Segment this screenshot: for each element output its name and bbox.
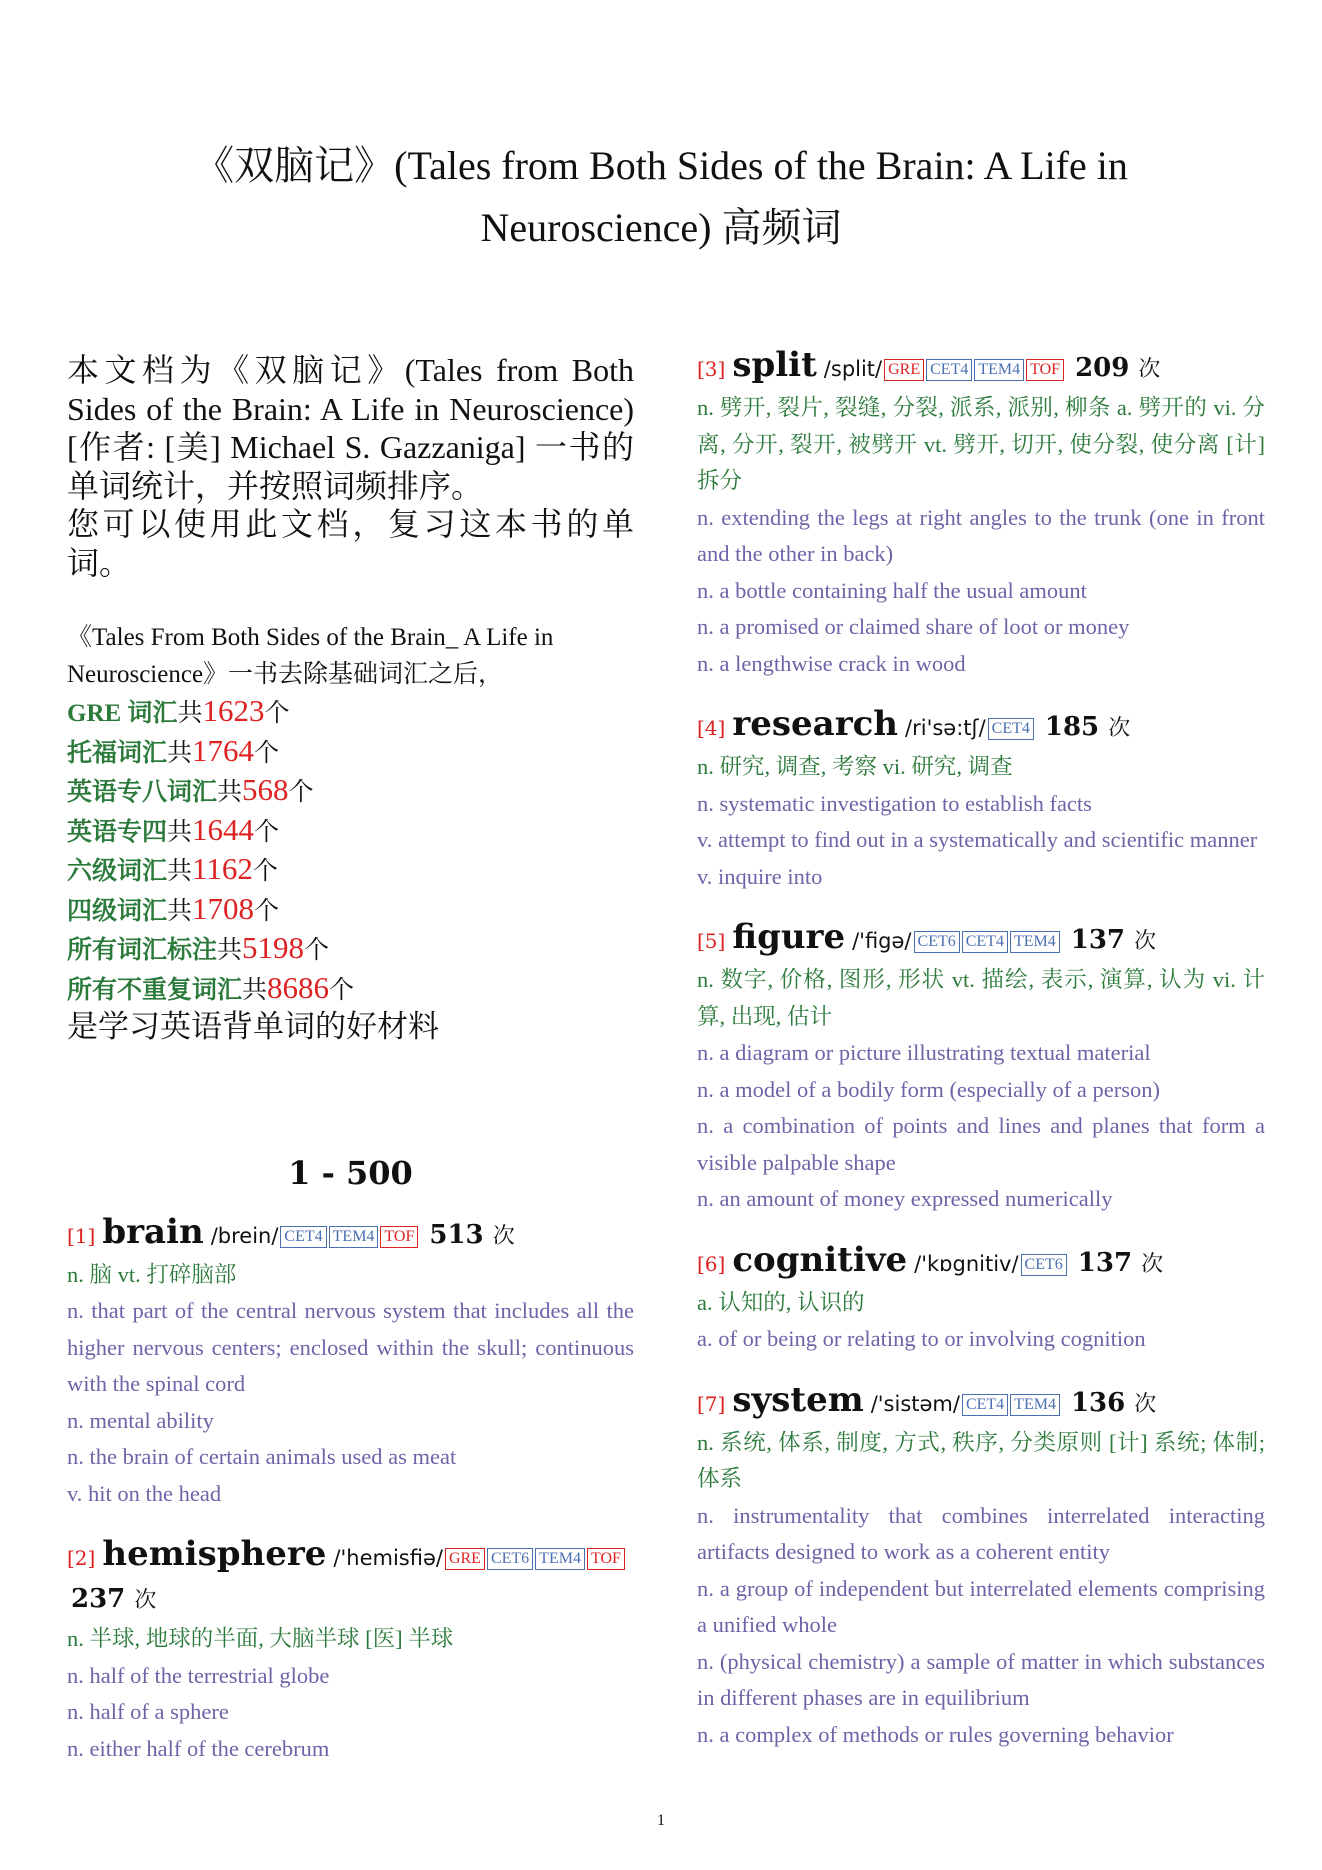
- stat-unit: 个: [254, 818, 280, 846]
- stat-label: 所有不重复词汇: [67, 976, 243, 1004]
- stats-lead: 《Tales From Both Sides of the Brain_ A Life in Neuroscience》一书去除基础词汇之后，: [67, 624, 554, 688]
- word-entry: [67, 1212, 634, 1513]
- entry-index: [5]: [697, 929, 726, 953]
- phonetic: /ri'sə:tʃ/: [905, 716, 986, 740]
- english-definition: n. a group of independent but interrelated elements comprising a unified whole: [697, 1575, 1265, 1637]
- english-definition: n. an amount of money expressed numerically: [697, 1186, 1113, 1211]
- headword: figure: [732, 917, 846, 957]
- stat-unit: 个: [254, 897, 280, 925]
- entry-index: [7]: [697, 1391, 726, 1416]
- intro-text: [67, 351, 634, 582]
- entry-index: [4]: [697, 716, 726, 740]
- stat-row: [67, 970, 634, 1010]
- exam-tag: CET6: [1021, 1254, 1067, 1276]
- stat-count: 5198: [242, 930, 305, 965]
- headword: hemisphere: [102, 1534, 327, 1574]
- exam-tag: TEM4: [329, 1226, 379, 1248]
- exam-tag: TOF: [587, 1548, 625, 1570]
- chinese-definition: n. 数字, 价格, 图形, 形状 vt. 描绘, 表示, 演算, 认为 vi. 计算, 出现, 估计: [697, 967, 1265, 1029]
- frequency: [1045, 712, 1130, 742]
- phonetic: /'sistəm/: [870, 1391, 960, 1416]
- exam-tag: CET6: [487, 1548, 533, 1570]
- phonetic: /'hemisfiə/: [333, 1546, 443, 1570]
- stat-count: 568: [242, 772, 289, 807]
- english-definition: n. systematic investigation to establish facts: [697, 790, 1092, 816]
- stat-count: 1644: [192, 811, 255, 847]
- entry-header: [697, 704, 1265, 749]
- stat-row: [67, 930, 634, 970]
- stat-mid: 共: [167, 739, 193, 767]
- range-heading: 1 - 500: [288, 1153, 413, 1192]
- frequency: [1071, 925, 1156, 955]
- stat-count: 1623: [202, 693, 265, 728]
- stat-mid: 共: [177, 700, 203, 727]
- stat-unit: 个: [288, 779, 314, 806]
- stat-label: GRE 词汇: [67, 700, 178, 727]
- right-column: [697, 345, 1265, 1775]
- stat-unit: 个: [329, 976, 355, 1004]
- chinese-definition: n. 系统, 体系, 制度, 方式, 秩序, 分类原则 [计] 系统; 体制; 体系: [697, 1429, 1265, 1491]
- frequency-count: 137: [1077, 1247, 1133, 1278]
- exam-tag: CET4: [926, 359, 972, 381]
- intro-paragraph-1: 本文档为《双脑记》(Tales from Both Sides of the Brain: A Life in Neuroscience)[作者: [美] Michael S. Gazzaniga] 一书的单词统计，并按照词频排序。: [67, 352, 634, 504]
- stat-label: 所有词汇标注: [67, 937, 218, 964]
- headword: cognitive: [732, 1239, 908, 1280]
- frequency-unit: 次: [492, 1223, 515, 1249]
- exam-tag: TEM4: [1010, 931, 1060, 953]
- entry-header: [697, 345, 1265, 390]
- frequency-count: 237: [71, 1584, 126, 1614]
- stat-mid: 共: [217, 937, 243, 964]
- frequency-count: 513: [429, 1219, 484, 1250]
- frequency: [1078, 1248, 1163, 1278]
- english-definition: n. either half of the cerebrum: [67, 1735, 330, 1761]
- entry-header: [697, 1380, 1265, 1425]
- frequency-unit: 次: [134, 1588, 157, 1613]
- stat-row: [67, 812, 634, 852]
- entry-header: [67, 1212, 634, 1257]
- stat-unit: 个: [254, 739, 280, 767]
- entry-index: [3]: [697, 357, 726, 381]
- english-definition: n. a model of a bodily form (especially of a person): [697, 1076, 1160, 1102]
- english-definition: n. extending the legs at right angles to the trunk (one in front and the other in back): [697, 504, 1265, 566]
- stat-label: 英语专八词汇: [67, 779, 218, 806]
- headword: split: [732, 345, 817, 385]
- document-title: 《双脑记》(Tales from Both Sides of the Brain: A Life in Neuroscience) 高频词: [194, 143, 1128, 250]
- chinese-definition: n. 半球, 地球的半面, 大脑半球 [医] 半球: [67, 1626, 454, 1651]
- chinese-definition: n. 劈开, 裂片, 裂缝, 分裂, 派系, 派别, 柳条 a. 劈开的 vi. 分离, 分开, 裂开, 被劈开 vt. 劈开, 切开, 使分裂, 使分离 [计] 拆分: [697, 395, 1265, 493]
- frequency: [71, 1584, 156, 1614]
- stat-count: 8686: [267, 969, 330, 1005]
- frequency: [1075, 353, 1160, 383]
- exam-tag: GRE: [884, 359, 924, 381]
- english-definition: n. instrumentality that combines interrelated interacting artifacts designed to work as a coherent entity: [697, 1502, 1265, 1564]
- stat-mid: 共: [217, 779, 243, 806]
- stat-unit: 个: [252, 858, 278, 885]
- word-entry: [697, 345, 1265, 682]
- word-entry: [697, 1240, 1265, 1358]
- headword: brain: [102, 1211, 204, 1252]
- stat-mid: 共: [167, 858, 193, 885]
- english-definition: n. that part of the central nervous system that includes all the higher nervous centers; enclosed within the skull; continuous with the spinal cord: [67, 1298, 634, 1396]
- word-entry: [697, 917, 1265, 1218]
- english-definition: n. (physical chemistry) a sample of matter in which substances in different phases are in equilibrium: [697, 1648, 1265, 1710]
- word-entry: [697, 1380, 1265, 1754]
- frequency-unit: 次: [1138, 357, 1161, 382]
- exam-tag: TEM4: [974, 359, 1024, 381]
- stats-closing: 是学习英语背单词的好材料: [67, 1009, 439, 1044]
- word-entry: [67, 1534, 634, 1767]
- english-definition: n. a diagram or picture illustrating textual material: [697, 1040, 1151, 1065]
- stat-mid: 共: [242, 976, 268, 1004]
- frequency-count: 185: [1044, 712, 1100, 742]
- stat-label: 托福词汇: [67, 739, 168, 767]
- frequency-count: 137: [1070, 925, 1126, 955]
- entry-header: [67, 1534, 634, 1621]
- stat-row: [67, 772, 634, 812]
- left-column: [67, 345, 634, 1789]
- page-number: 1: [657, 1812, 665, 1829]
- exam-tag: CET6: [914, 931, 960, 953]
- entry-header: [697, 1240, 1265, 1285]
- frequency-count: 209: [1075, 353, 1130, 383]
- vocab-stats: [67, 620, 634, 1046]
- english-definition: n. half of a sphere: [67, 1699, 229, 1724]
- english-definition: a. of or being or relating to or involving cognition: [697, 1326, 1146, 1351]
- exam-tag: CET4: [962, 1394, 1008, 1416]
- right-entries: [697, 345, 1265, 1753]
- entry-index: [6]: [697, 1251, 726, 1276]
- phonetic: /split/: [823, 357, 883, 381]
- entry-index: [1]: [67, 1223, 96, 1248]
- english-definition: n. a bottle containing half the usual amount: [697, 577, 1087, 603]
- english-definition: v. hit on the head: [67, 1480, 222, 1506]
- entry-header: [697, 917, 1265, 962]
- stat-mid: 共: [167, 818, 193, 846]
- headword: research: [732, 704, 899, 744]
- stat-count: 1162: [192, 851, 253, 886]
- phonetic: /'figə/: [852, 929, 912, 953]
- stats-rows: [67, 693, 634, 1009]
- exam-tag: GRE: [445, 1548, 485, 1570]
- english-definition: n. half of the terrestrial globe: [67, 1662, 330, 1688]
- chinese-definition: n. 脑 vt. 打碎脑部: [67, 1261, 237, 1287]
- frequency-unit: 次: [1141, 1251, 1164, 1277]
- stat-count: 1764: [192, 732, 255, 768]
- intro-paragraph-2: 您可以使用此文档，复习这本书的单词。: [67, 506, 634, 581]
- english-definition: n. a lengthwise crack in wood: [697, 650, 966, 676]
- english-definition: n. the brain of certain animals used as meat: [67, 1444, 457, 1469]
- stat-label: 英语专四: [67, 818, 168, 846]
- english-definition: n. mental ability: [67, 1407, 214, 1433]
- exam-tag: TEM4: [1010, 1394, 1060, 1416]
- frequency: [429, 1220, 514, 1250]
- stat-label: 六级词汇: [67, 858, 168, 885]
- exam-tag: CET4: [962, 931, 1008, 953]
- exam-tag: TOF: [1026, 359, 1064, 381]
- frequency-unit: 次: [1108, 716, 1131, 741]
- english-definition: n. a combination of points and lines and planes that form a visible palpable shape: [697, 1113, 1265, 1175]
- stat-row: [67, 733, 634, 773]
- phonetic: /'kɒgnitiv/: [914, 1251, 1019, 1276]
- frequency-unit: 次: [1134, 929, 1157, 954]
- headword: system: [732, 1379, 864, 1420]
- stat-mid: 共: [167, 897, 193, 925]
- frequency-unit: 次: [1134, 1391, 1157, 1417]
- stat-row: [67, 851, 634, 891]
- left-entries: [67, 1212, 634, 1768]
- exam-tag: TEM4: [535, 1548, 585, 1570]
- stat-unit: 个: [264, 700, 290, 727]
- word-entry: [697, 704, 1265, 895]
- english-definition: v. inquire into: [697, 863, 823, 889]
- exam-tag: CET4: [988, 718, 1034, 740]
- chinese-definition: a. 认知的, 认识的: [697, 1289, 865, 1315]
- phonetic: /brein/: [210, 1223, 279, 1248]
- stat-label: 四级词汇: [67, 897, 168, 925]
- frequency: [1071, 1388, 1156, 1418]
- exam-tag: CET4: [280, 1226, 326, 1248]
- english-definition: v. attempt to find out in a systematically and scientific manner: [697, 827, 1258, 852]
- stat-row: [67, 891, 634, 931]
- stat-row: [67, 693, 634, 733]
- frequency-count: 136: [1070, 1387, 1126, 1418]
- english-definition: n. a promised or claimed share of loot or money: [697, 614, 1130, 639]
- entry-index: [2]: [67, 1546, 96, 1570]
- english-definition: n. a complex of methods or rules governing behavior: [697, 1721, 1174, 1747]
- stat-unit: 个: [304, 937, 330, 964]
- exam-tag: TOF: [380, 1226, 418, 1248]
- chinese-definition: n. 研究, 调查, 考察 vi. 研究, 调查: [697, 754, 1013, 779]
- stat-count: 1708: [192, 890, 255, 926]
